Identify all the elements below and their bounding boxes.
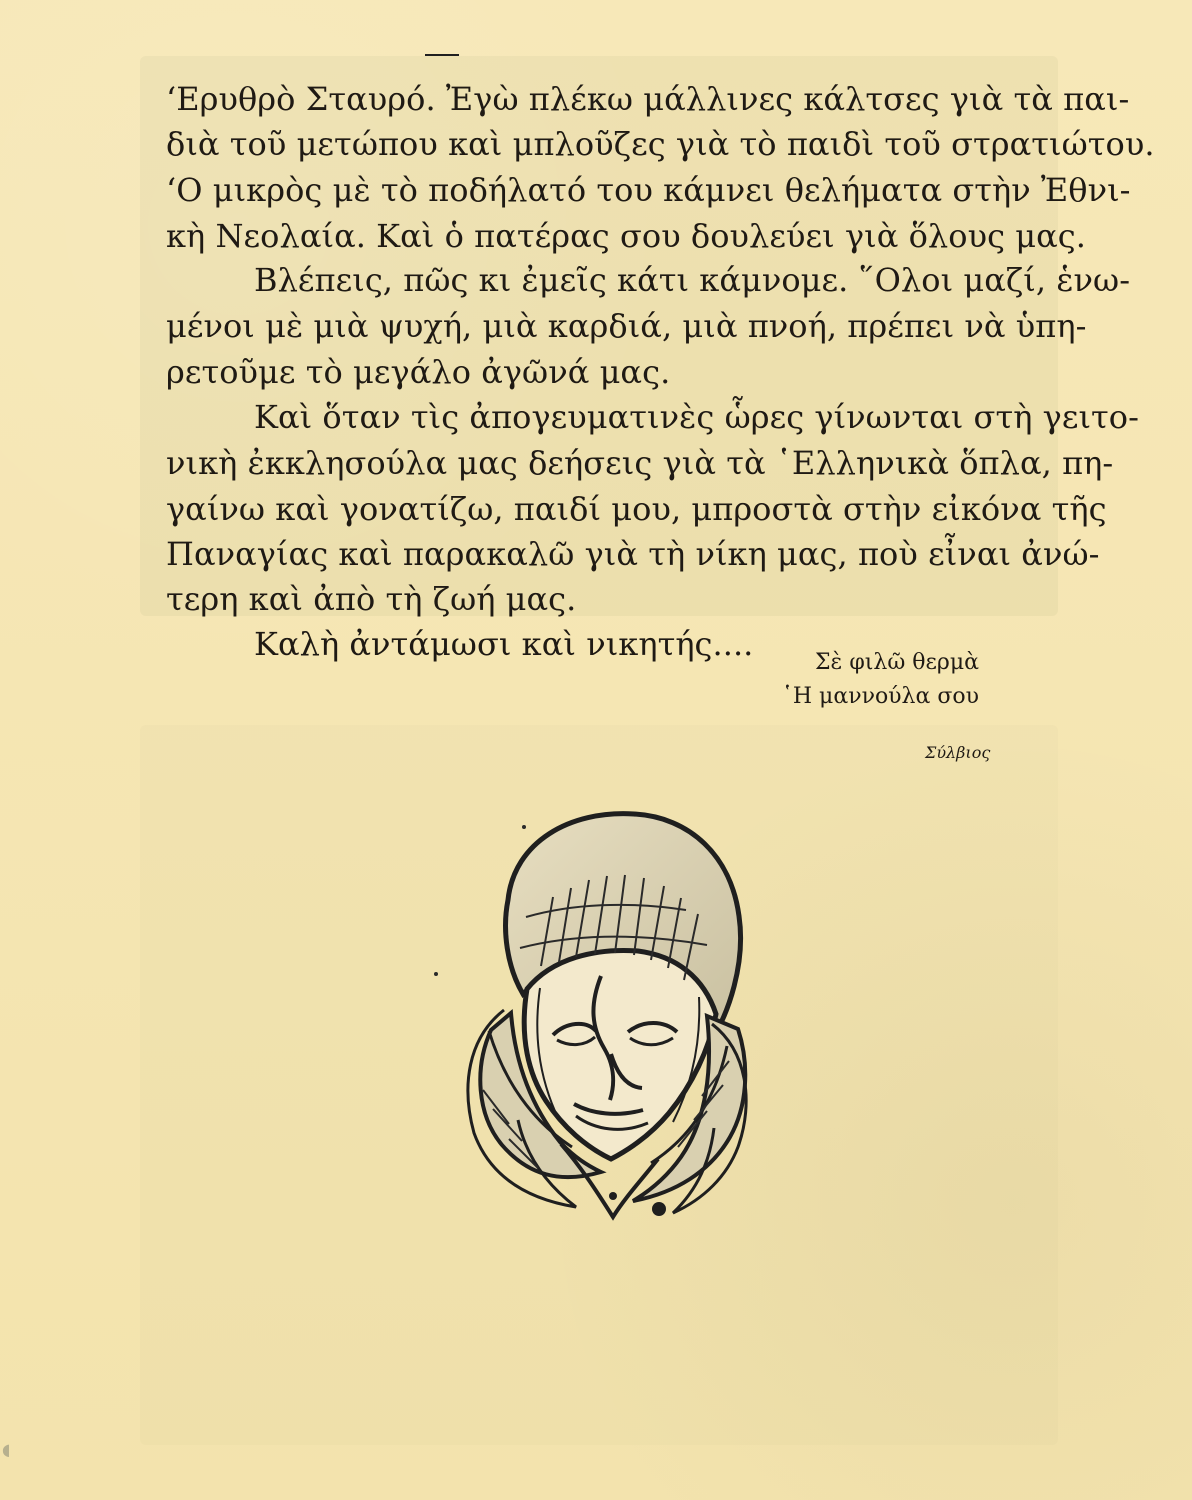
text-line-8: Καὶ ὅταν τὶς ἀπογευματινὲς ὧρες γίνωνται στὴ γειτο-	[254, 398, 1139, 436]
text-line-1: ‘Ερυθρὸ Σταυρό. Ἐγὼ πλέκω μάλλινες κάλτσες γιὰ τὰ παι-	[166, 80, 1130, 118]
text-line-12: τερη καὶ ἀπὸ τὴ ζωή μας.	[166, 580, 577, 618]
top-rule	[425, 54, 459, 56]
signoff-line-2: ῾Η μαννούλα σου	[781, 684, 979, 709]
text-line-6: μένοι μὲ μιὰ ψυχή, μιὰ καρδιά, μιὰ πνοή, πρέπει νὰ ὑπη-	[166, 307, 1087, 345]
signature: Σύλβιος	[925, 743, 991, 762]
text-line-7: ρετοῦμε τὸ μεγάλο ἀγῶνά μας.	[166, 353, 671, 391]
text-line-11: Παναγίας καὶ παρακαλῶ γιὰ τὴ νίκη μας, ποὺ εἶναι ἀνώ-	[166, 535, 1100, 573]
text-line-9: νικὴ ἐκκλησούλα μας δεήσεις γιὰ τὰ ῾Ελληνικὰ ὅπλα, πη-	[166, 444, 1114, 482]
signoff-line-1: Σὲ φιλῶ θερμὰ	[815, 650, 979, 675]
text-line-5: Βλέπεις, πῶς κι ἐμεῖς κάτι κάμνομε. ῞Ολοι μαζί, ἑνω-	[254, 261, 1131, 299]
text-line-13: Καλὴ ἀντάμωσι καὶ νικητής....	[254, 625, 754, 663]
text-line-2: διὰ τοῦ μετώπου καὶ μπλοῦζες γιὰ τὸ παιδὶ τοῦ στρατιώτου.	[166, 125, 1155, 163]
text-line-4: κὴ Νεολαία. Καὶ ὁ πατέρας σου δουλεύει γιὰ ὅλους μας.	[166, 217, 1086, 255]
soldier-portrait	[420, 800, 790, 1220]
text-line-10: γαίνω καὶ γονατίζω, παιδί μου, μπροστὰ στὴν εἰκόνα τῆς	[166, 490, 1107, 528]
edge-mark: ◖	[2, 1440, 11, 1459]
text-line-3: ‘Ο μικρὸς μὲ τὸ ποδήλατό του κάμνει θελήματα στὴν Ἐθνι-	[166, 171, 1131, 209]
